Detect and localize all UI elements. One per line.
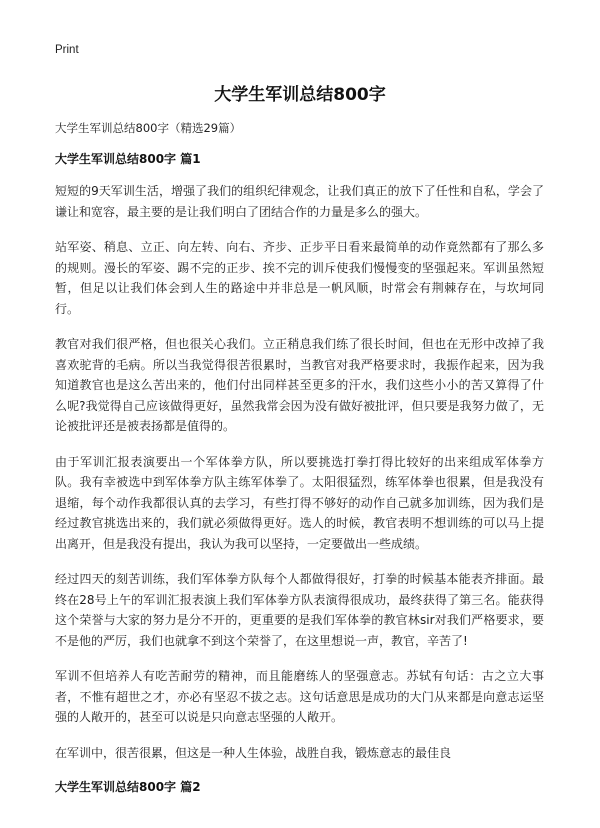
- paragraph: 由于军训汇报表演要出一个军体拳方队，所以要挑选打拳打得比较好的出来组成军体拳方队。我有幸被选中到军体拳方队主练军体拳了。太阳很猛烈，练军体拳也很累，但是我没有退缩，每个动作我都很认真的去学习，有些打得不够好的动作自己就多加训练，因为我们是经过教官挑选出来的，我们就必须做得更好。选人的时候，教官表明不想训练的可以马上提出离开，但是我没有提出，我认为我可以坚持，一定要做出一些成绩。: [55, 454, 544, 551]
- paragraph: 教官对我们很严格，但也很关心我们。立正稍息我们练了很长时间，但也在无形中改掉了我喜欢驼背的毛病。所以当我觉得很苦很累时，当教官对我严格要求时，我振作起来，因为我知道教官也是这么苦出来的，他们付出同样甚至更多的汗水，我们这些小小的苦又算得了什么呢?我觉得自己应该做得更好，虽然我常会因为没有做好被批评，但只要是我努力做了，无论被批评还是被表扬都是值得的。: [55, 337, 544, 433]
- document-content: [55, 150, 544, 809]
- paragraph: 短短的9天军训生活，增强了我们的组织纪律观念，让我们真正的放下了任性和自私，学会了谦让和宽容，最主要的是让我们明白了团结合作的力量是多么的强大。: [55, 184, 544, 219]
- document-title: 大学生军训总结800字: [214, 85, 386, 105]
- print-link[interactable]: Print: [55, 44, 79, 56]
- paragraph: 经过四天的刻苦训练，我们军体拳方队每个人都做得很好，打拳的时候基本能表齐排面。最终在28号上午的军训汇报表演上我们军体拳方队表演得很成功，最终获得了第三名。能获得这个荣誉与大家的努力是分不开的，更重要的是我们军体拳的教官林sir对我们严格要求，要不是他的严厉，我们也就拿不到这个荣誉了，在这里想说一声，教官，辛苦了!: [55, 572, 544, 648]
- document-subtitle: 大学生军训总结800字（精选29篇）: [55, 121, 242, 135]
- paragraph: 在军训中，很苦很累，但这是一种人生体验，战胜自我，锻炼意志的最佳良: [55, 745, 452, 760]
- section-heading-1: 大学生军训总结800字 篇1: [55, 152, 201, 166]
- paragraph: 站军姿、稍息、立正、向左转、向右、齐步、正步平日看来最简单的动作竟然都有了那么多的规则。漫长的军姿、踢不完的正步、挨不完的训斥使我们慢慢变的坚强起来。军训虽然短暂，但足以让我们体会到人生的路途中并非总是一帆风顺，时常会有荆棘存在，与坎坷同行。: [55, 240, 544, 316]
- paragraph: 军训不但培养人有吃苦耐劳的精神，而且能磨练人的坚强意志。苏轼有句话：古之立大事者，不惟有超世之才，亦必有坚忍不拔之志。这句话意思是成功的大门从来都是向意志运坚强的人敞开的，甚至可以说是只向意志坚强的人敞开。: [55, 669, 544, 724]
- section-heading-2: 大学生军训总结800字 篇2: [55, 780, 201, 794]
